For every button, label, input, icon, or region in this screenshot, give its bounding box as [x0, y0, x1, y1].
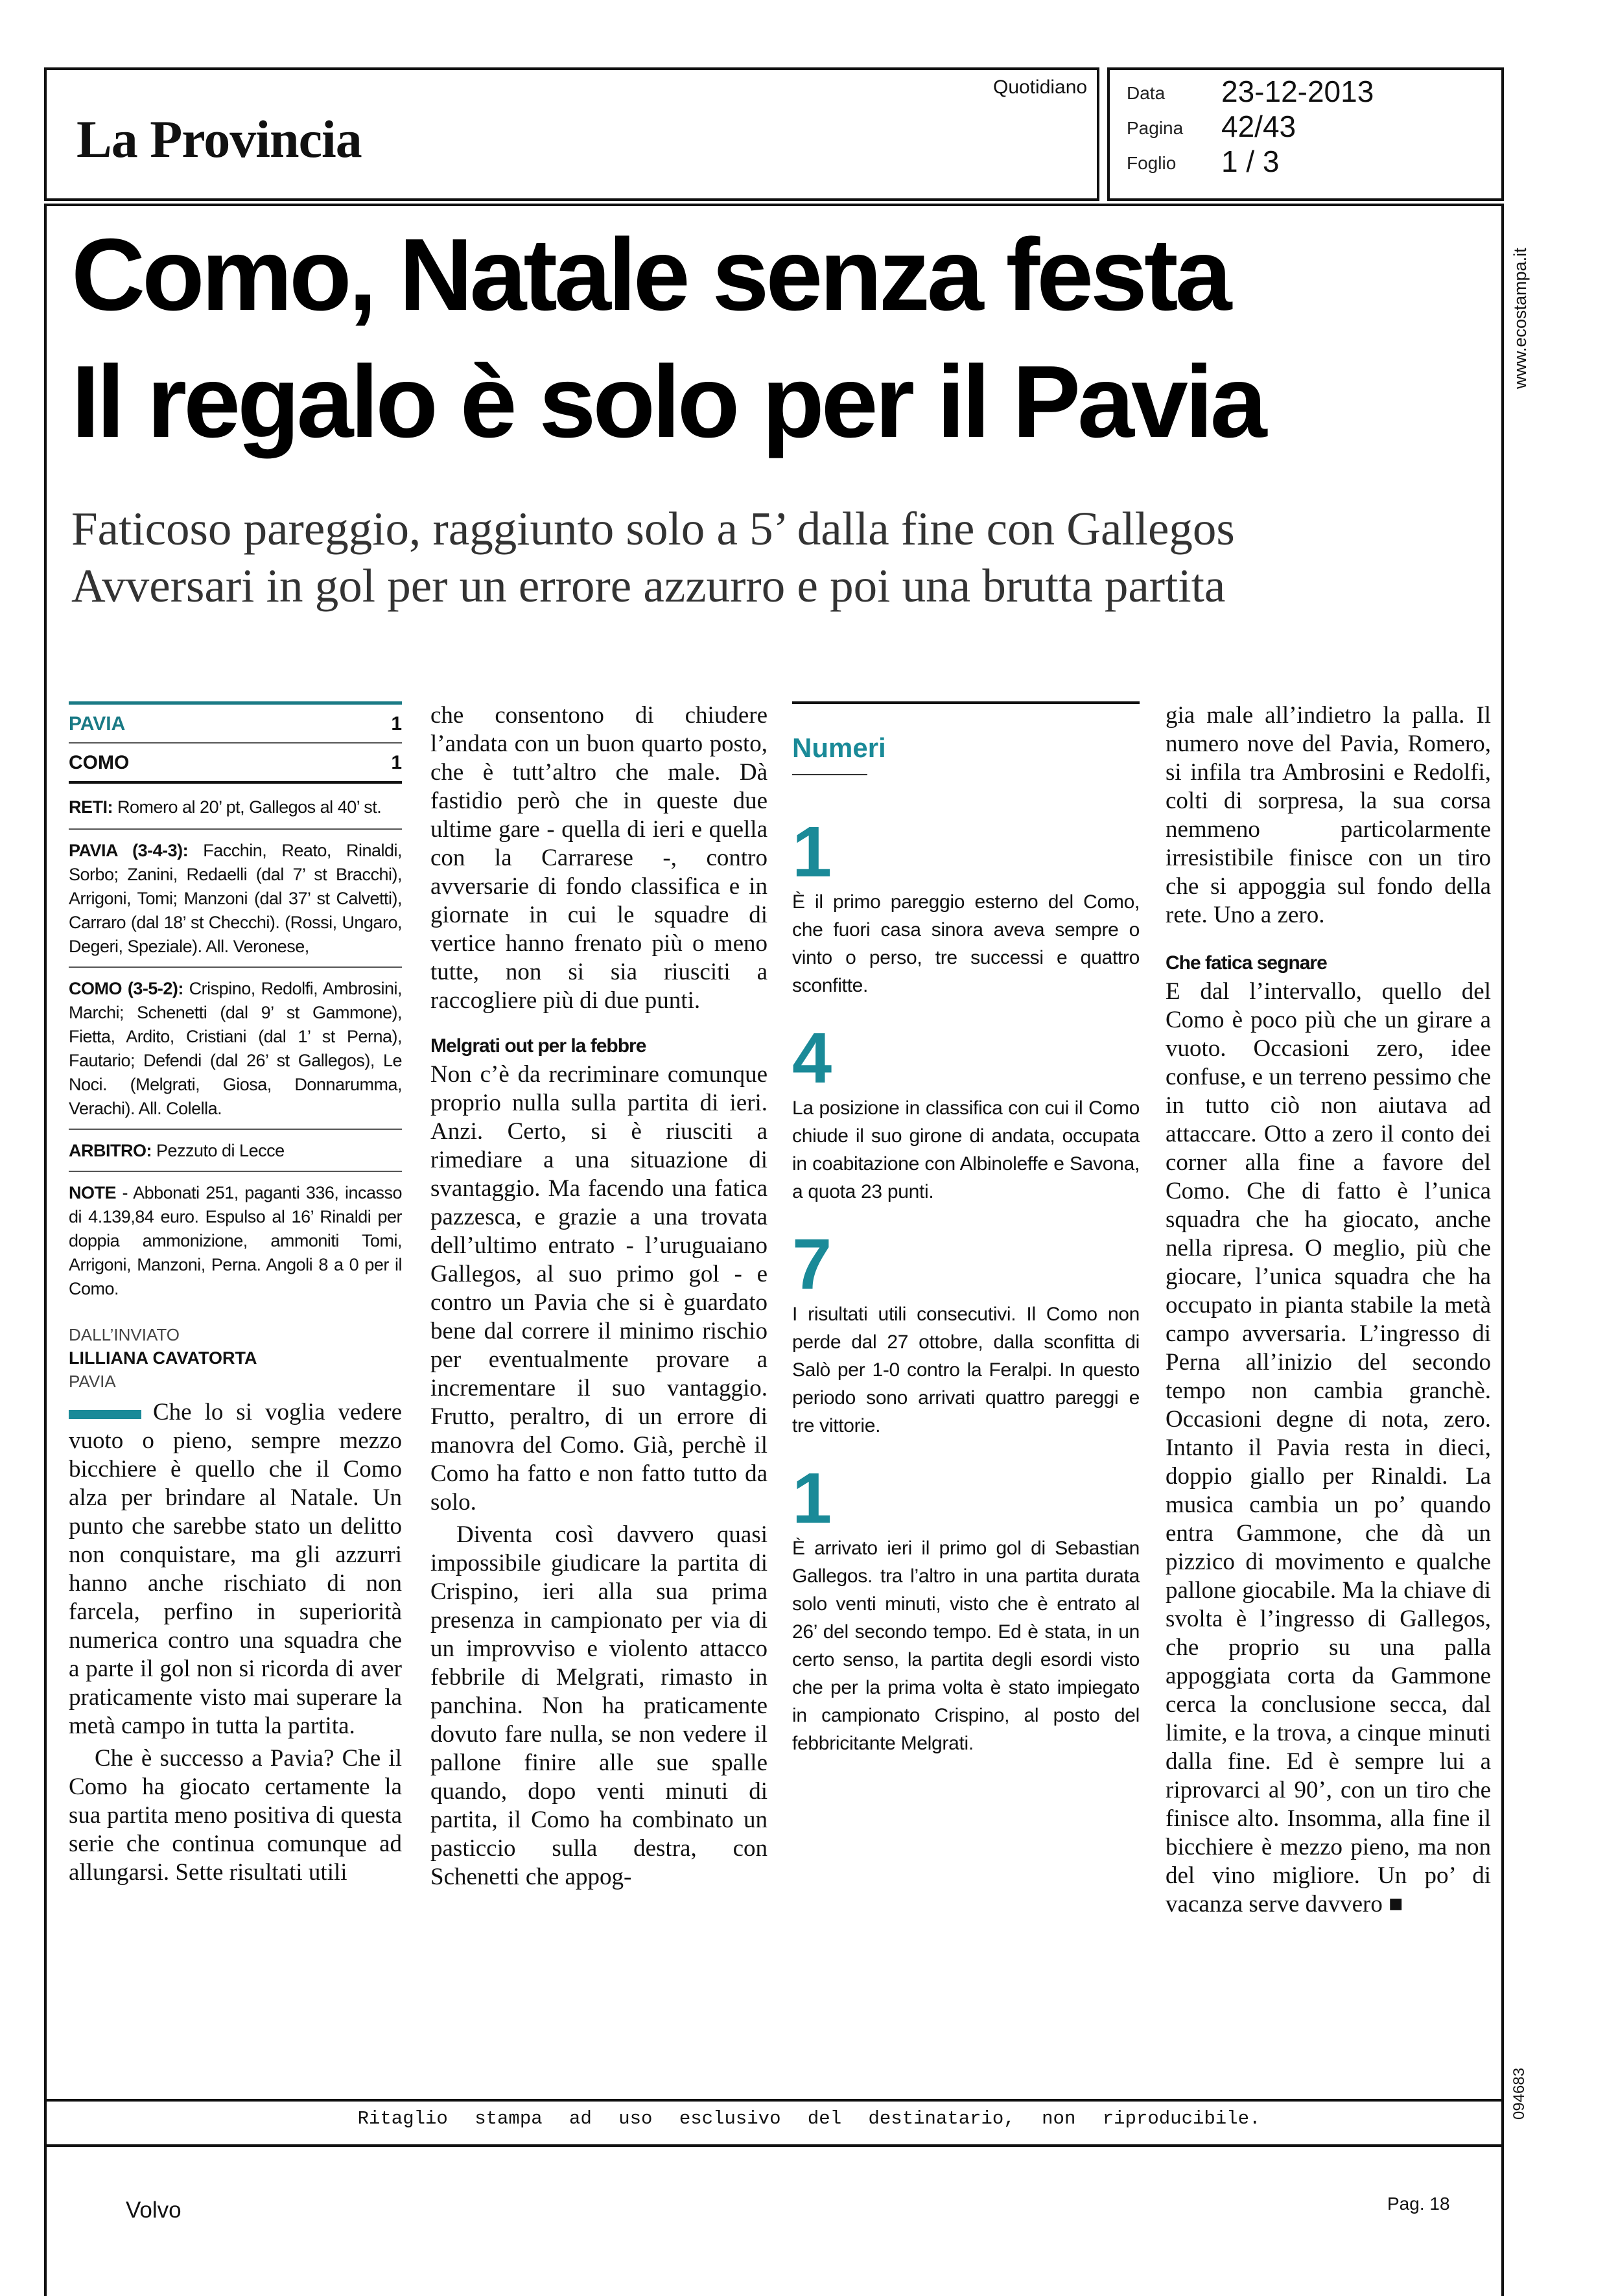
page-label: Pagina [1127, 118, 1184, 138]
frame-top [44, 204, 1504, 206]
headline-line-2: Il regalo è solo per il Pavia [71, 345, 1264, 459]
page-number: Pag. 18 [1387, 2194, 1450, 2214]
reti-text: Romero al 20’ pt, Gallegos al 40’ st. [113, 797, 382, 817]
byline-from: DALL’INVIATO [69, 1325, 180, 1344]
frame-bottom-2 [44, 2144, 1504, 2147]
score-row-como [69, 744, 402, 784]
client-name: Volvo [126, 2197, 182, 2223]
reti-label: RETI: [69, 797, 113, 817]
numeri-text: La posizione in classifica con cui il Como chiude il suo girone di andata, occupata in coabitazione con Albinoleffe e Savona, a quota 23 punti. [792, 1097, 1140, 1202]
byline-author: LILLIANA CAVATORTA [69, 1348, 257, 1368]
frame-bottom [44, 2099, 1504, 2102]
page-value: 42/43 [1221, 110, 1296, 143]
column-2 [430, 701, 768, 1892]
sheet-label: Foglio [1127, 153, 1177, 173]
article-paragraph [69, 1398, 402, 1740]
article-col1 [69, 1398, 402, 1887]
date-value: 23-12-2013 [1221, 75, 1374, 108]
score-como: 1 [391, 751, 402, 773]
como-lineup-label: COMO (3-5-2): [69, 979, 183, 998]
section-heading-fatica: Che fatica segnare [1166, 952, 1327, 974]
press-notice: Ritaglio stampa ad uso esclusivo del destinatario, non riproducibile. [357, 2108, 1261, 2129]
arbitro-label: ARBITRO: [69, 1141, 152, 1160]
score-row-pavia [69, 701, 402, 744]
numeri-number: 7 [792, 1224, 832, 1304]
team-pavia: PAVIA [69, 712, 126, 734]
numeri-title-rule [792, 774, 867, 775]
pavia-lineup-text: Facchin, Reato, Rinaldi, Sorbo; Zanini, Redaelli (dal 7’ st Bracchi), Arrigoni, Tomi; Manzoni (dal 37’ st Calvetti), Carraro (dal 18’ st Checchi). (Rossi, Ungaro, Degeri, Speziale). All. Veronese, [69, 841, 403, 956]
numeri-text: È arrivato ieri il primo gol di Sebastian Gallegos. tra l’altro in una partita durata solo venti minuti, visto che è entrato al 26’ del secondo tempo. Ed è stata, in un certo senso, la partita degli esordi visto che per la prima volta è stato impiegato in campionato Crispino, al posto del febbricitante Melgrati. [792, 1538, 1140, 1754]
score-pavia: 1 [391, 712, 402, 734]
section-heading-melgrati: Melgrati out per la febbre [430, 1035, 646, 1057]
numeri-text: I risultati utili consecutivi. Il Como non perde dal 27 ottobre, dalla sconfitta di Salò per 1-0 contro la Feralpi. In questo periodo sono arrivati quattro pareggi e tre vittorie. [792, 1304, 1140, 1436]
pavia-lineup-label: PAVIA (3-4-3): [69, 841, 189, 860]
newspaper-logo: La Provincia [76, 110, 362, 169]
team-como: COMO [69, 751, 130, 773]
subheadline-line-2: Avversari in gol per un errore azzurro e poi una brutta partita [71, 559, 1226, 612]
date-label: Data [1127, 83, 1166, 103]
reti-block [69, 784, 402, 830]
subheadline-line-1: Faticoso pareggio, raggiunto solo a 5’ dalla fine con Gallegos [71, 502, 1235, 555]
article-paragraph: E dal l’intervallo, quello del Como è poco più che un girare a vuoto. Occasioni zero, idee confuse, e un terreno pessimo che in tutto ciò non aiutava ad attaccare. Otto a zero il conto dei corner alla fine a favore del Como. Che di fatto è l’unica squadra che ha giocato, anche nella ripresa. O meglio, più che giocare, l’unica squadra che ha occupato in pianta stabile la metà campo avversaria. L’ingresso di Perna all’inizio del secondo tempo non cambia granchè. Occasioni degne di nota, zero. Intanto il Pavia resta in dieci, doppio giallo per Rinaldi. La musica cambia un po’ quando entra Gammone, che dà un pizzico di movimento e qualche pallone giocabile. Ma la chiave di svolta è l’ingresso di Gallegos, che proprio su una palla appoggiata corta da Gammone cerca la conclusione secca, dal limite, e la trova, a cinque minuti dalla fine. Ed è sempre lui a riprovarci al 90’, con un tiro che finisce alto. Insomma, alla fine il bicchiere è mezzo pieno, ma non del vino migliore. Un po’ di vacanza serve davvero ■ [1166, 978, 1491, 1917]
numeri-title: Numeri [792, 732, 886, 763]
lead-bar [69, 1410, 141, 1419]
como-lineup-text: Crispino, Redolfi, Ambrosini, Marchi; Schenetti (dal 9’ st Gammone), Fietta, Ardito, Cristiani (dal 1’ st Perna), Fautario; Defendi (dal 26’ st Gallegos), Le Noci. (Melgrati, Giosa, Donnarumma, Verachi). All. Colella. [69, 979, 402, 1118]
note-block [69, 1172, 402, 1309]
arbitro-block [69, 1130, 402, 1172]
numeri-number: 1 [792, 1458, 832, 1538]
numeri-top-rule [792, 701, 1140, 704]
article-paragraph: Non c’è da recriminare comunque proprio nulla sulla partita di ieri. Anzi. Certo, si è riusciti a rimediare a una situazione di svantaggio. Ma facendo una fatica pazzesca, e grazie a una trovata dell’ultimo entrato - l’uruguaiano Gallegos, al suo primo gol - e contro un Pavia che si è guardato bene dal correre il minimo rischio per eventualmente provare a incrementare il suo vantaggio. Frutto, peraltro, di un errore di manovra del Como. Già, perchè il Como ha fatto e non fatto tutto da solo. [430, 1061, 768, 1516]
article-paragraph: che consentono di chiudere l’andata con un buon quarto posto, che è tutt’altro che male. Dà fastidio però che in queste due ultime gare - quella di ieri e quella con la Carrarese -, contro avversarie di fondo classifica e in giornate in cui le squadre di vertice hanno frenato più o meno tutte, non si sia riusciti a raccogliere più di due punti. [430, 702, 768, 1014]
frame-right [1501, 204, 1504, 2296]
headline-line-1: Como, Natale senza festa [71, 218, 1229, 332]
numeri-box [792, 701, 1140, 1757]
article-paragraph: gia male all’indietro la palla. Il numero nove del Pavia, Romero, si infila tra Ambrosini e Redolfi, colti di sorpresa, la sua corsa nemmeno particolarmente irresistibile finisce con un tiro che si appoggia sul fondo della rete. Uno a zero. [1166, 702, 1491, 928]
column-4 [1166, 701, 1491, 1919]
article-paragraph: Che è successo a Pavia? Che il Como ha giocato certamente la sua partita meno positiva di questa serie che continua comunque ad allungarsi. Sette risultati utili [69, 1745, 402, 1886]
article-paragraph: Diventa così davvero quasi impossibile giudicare la partita di Crispino, ieri alla sua prima presenza in campionato per via di un improvviso e violento attacco febbrile di Melgrati, rimasto in panchina. Non ha praticamente dovuto fare nulla, se non vedere il pallone finire alle sue spalle quando, dopo venti minuti di partita, il Como ha combinato un pasticcio sulla destra, con Schenetti che appog- [430, 1521, 768, 1890]
column-1 [69, 701, 402, 1887]
note-label: NOTE [69, 1183, 117, 1202]
numeri-text: È il primo pareggio esterno del Como, che fuori casa sinora aveva sempre o vinto o perso, tre successi e quattro sconfitte. [792, 891, 1140, 996]
article-text: Che lo si voglia vedere vuoto o pieno, sempre mezzo bicchiere è quello che il Como alza per brindare al Natale. Un punto che sarebbe stato un delitto non conquistare, ma gli azzurri hanno anche rischiato di non farcela, perfino in superiorità numerica contro una squadra che a parte il gol non si ricorda di aver praticamente visto mai superare la metà campo in tutta la partita. [69, 1399, 402, 1739]
publication-type: Quotidiano [993, 76, 1088, 98]
side-url: www.ecostampa.it [1510, 248, 1530, 389]
side-code: 094683 [1510, 2067, 1528, 2120]
numeri-number: 4 [792, 1018, 832, 1098]
frame-left [44, 204, 47, 2296]
note-text: - Abbonati 251, paganti 336, incasso di 4.139,84 euro. Espulso al 16’ Rinaldi per doppia ammonizione, ammoniti Tomi, Arrigoni, Manzoni, Perna. Angoli 8 a 0 per il Como. [69, 1183, 402, 1298]
pavia-lineup-block [69, 830, 402, 968]
byline-place: PAVIA [69, 1372, 116, 1391]
numeri-number: 1 [792, 812, 832, 892]
sheet-value: 1 / 3 [1221, 145, 1280, 178]
arbitro-text: Pezzuto di Lecce [151, 1141, 285, 1160]
como-lineup-block [69, 968, 402, 1130]
